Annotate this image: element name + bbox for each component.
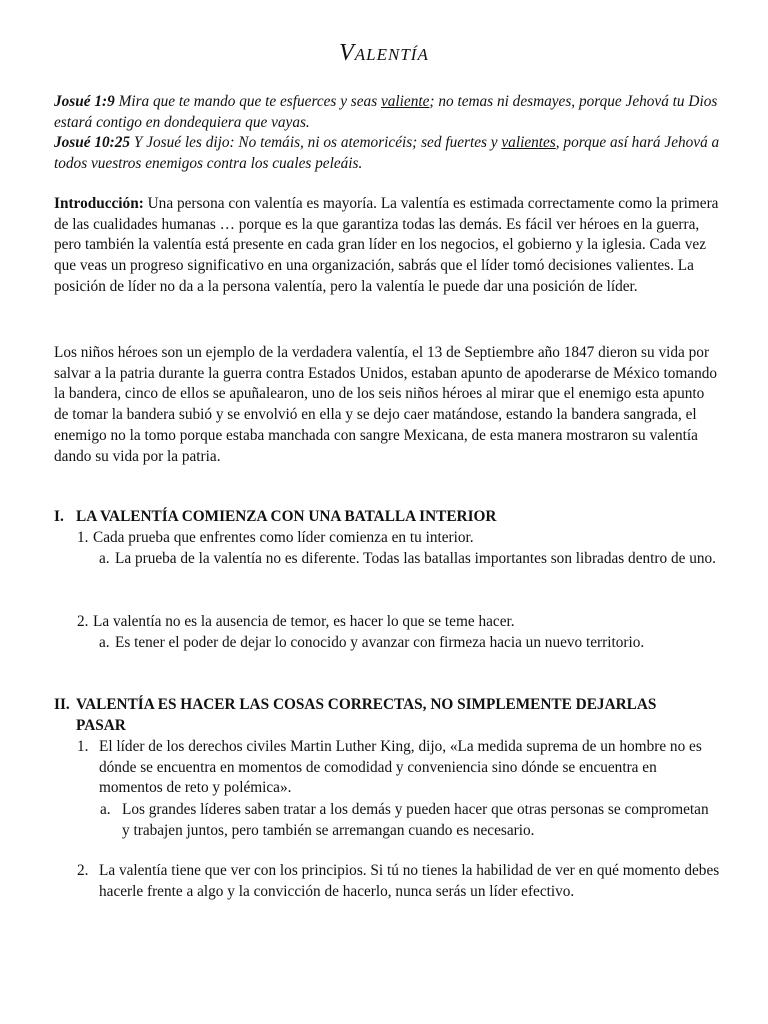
subpoint-letter: a. xyxy=(99,634,110,651)
section-1-point-1 xyxy=(77,528,717,549)
ninos-heroes-paragraph: Los niños héroes son un ejemplo de la verdadera valentía, el 13 de Septiembre año 1847 dieron su vida por salvar a la patria durante la guerra contra Estados Unidos, estaban apunto de apoderarse de México tomando la bandera, cinco de ellos se apuñalearon, uno de los seis niños héroes al mirar que el enemigo esta apunto de tomar la bandera subió y se envolvió en ella y se dejo caer matándose, estando la bandera sangrada, el enemigo no la tomo porque estaba manchada con sangre Mexicana, de esta manera mostraron su valentía dando su vida por la patria. xyxy=(54,344,718,465)
verse-josue-10-25 xyxy=(54,133,724,174)
subpoint-text: Es tener el poder de dejar lo conocido y avanzar con firmeza hacia un nuevo territorio. xyxy=(115,634,645,651)
document-title: Valentía xyxy=(339,40,429,66)
verse-underlined-word: valientes xyxy=(501,134,556,151)
intro-text: Una persona con valentía es mayoría. La valentía es estimada correctamente como la primera de las cualidades humanas … porque es la que garantiza todas las demás. Es fácil ver héroes en la guerra, pero también la valentía está presente en cada gran líder en los negocios, el gobierno y la iglesia. Cada vez que veas un progreso significativo en una organización, sabrás que el líder tomó decisiones valientes. La posición de líder no da a la persona valentía, pero la valentía le puede dar una posición de líder. xyxy=(54,195,719,295)
verse-josue-1-9 xyxy=(54,92,724,133)
section-1-point-1a xyxy=(99,549,719,570)
section-2-point-1 xyxy=(77,737,722,799)
verse-reference: Josué 10:25 xyxy=(54,134,131,151)
point-number: 2. xyxy=(77,862,89,879)
verse-text: ; no temas ni desmayes, porque Jehová tu Dios estará contigo en dondequiera que vayas. xyxy=(54,93,718,131)
verse-reference: Josué 1:9 xyxy=(54,93,115,110)
section-2-title: VALENTÍA ES HACER LAS COSAS CORRECTAS, NO SIMPLEMENTE DEJARLAS PASAR xyxy=(76,696,657,734)
point-number: 1. xyxy=(77,738,89,755)
point-text: La valentía tiene que ver con los principios. Si tú no tienes la habilidad de ver en qué momento debes hacerle frente a algo y la convicción de hacerlo, nunca serás un líder efectivo. xyxy=(99,862,720,900)
section-1-point-2 xyxy=(77,612,717,633)
verse-text: Mira que te mando que te esfuerces y seas xyxy=(114,93,381,110)
subpoint-text: La prueba de la valentía no es diferente. Todas las batallas importantes son libradas dentro de uno. xyxy=(115,550,716,567)
intro-paragraph xyxy=(54,194,722,298)
point-text: El líder de los derechos civiles Martin Luther King, dijo, «La medida suprema de un hombre no es dónde se encuentra en momentos de comodidad y conveniencia sino dónde se encuentra en momentos de reto y polémica». xyxy=(99,738,702,796)
verses-block xyxy=(54,92,724,174)
section-1-point-2a xyxy=(99,633,659,654)
verse-text: , porque así hará Jehová a todos vuestros enemigos contra los cuales peleáis. xyxy=(54,134,720,172)
section-1-number: I. xyxy=(54,508,64,525)
verse-text: Y Josué les dijo: No temáis, ni os atemoricéis; sed fuertes y xyxy=(130,134,502,151)
subpoint-letter: a. xyxy=(99,550,110,567)
section-2-point-2 xyxy=(77,861,722,902)
section-1-heading xyxy=(54,507,722,528)
point-text: Cada prueba que enfrentes como líder comienza en tu interior. xyxy=(93,529,474,546)
point-number: 2. xyxy=(77,613,89,630)
verse-underlined-word: valiente xyxy=(380,93,430,110)
point-number: 1. xyxy=(77,529,89,546)
subpoint-letter: a. xyxy=(100,801,111,818)
intro-label: Introducción: xyxy=(54,195,144,212)
point-text: La valentía no es la ausencia de temor, es hacer lo que se teme hacer. xyxy=(93,613,515,630)
section-1-title: LA VALENTÍA COMIENZA CON UNA BATALLA INTERIOR xyxy=(76,508,497,525)
section-2-number: II. xyxy=(54,696,70,713)
subpoint-text: Los grandes líderes saben tratar a los demás y pueden hacer que otras personas se comprometan y trabajen juntos, pero también se arremangan cuando es necesario. xyxy=(122,801,709,839)
section-2-heading xyxy=(54,695,664,736)
section-2-point-1a xyxy=(100,800,720,841)
